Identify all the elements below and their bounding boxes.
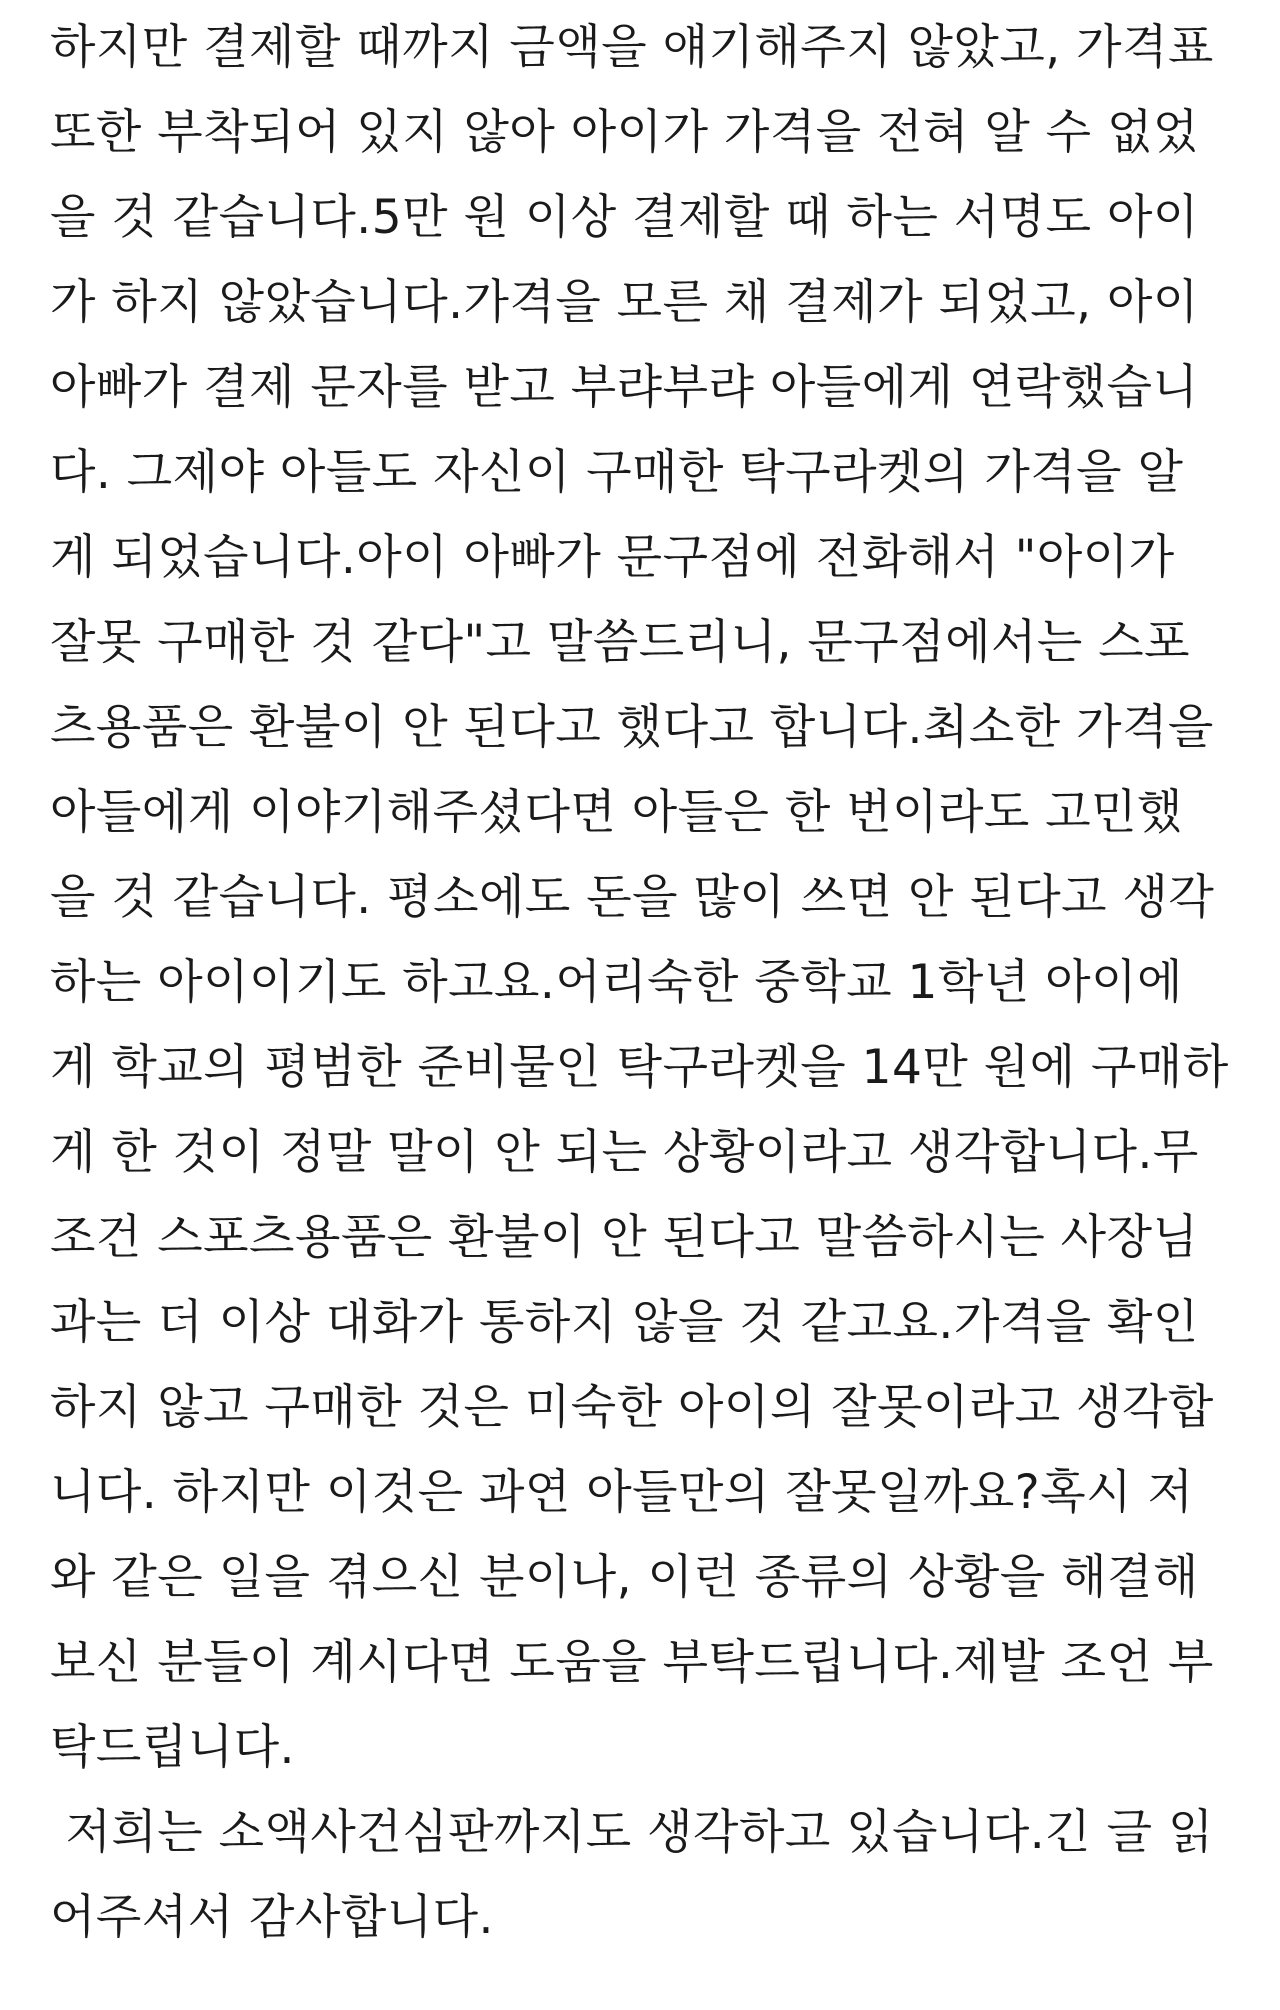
text-line: 하지 않고 구매한 것은 미숙한 아이의 잘못이라고 생각합 bbox=[50, 1380, 1214, 1435]
text-line: 을 것 같습니다.5만 원 이상 결제할 때 하는 서명도 아이 bbox=[50, 190, 1199, 245]
text-line: 저희는 소액사건심판까지도 생각하고 있습니다.긴 글 읽 bbox=[50, 1805, 1214, 1860]
text-line: 다. 그제야 아들도 자신이 구매한 탁구라켓의 가격을 알 bbox=[50, 445, 1184, 500]
text-line: 아빠가 결제 문자를 받고 부랴부랴 아들에게 연락했습니 bbox=[50, 360, 1199, 415]
text-line: 잘못 구매한 것 같다"고 말씀드리니, 문구점에서는 스포 bbox=[50, 615, 1191, 670]
text-line: 을 것 같습니다. 평소에도 돈을 많이 쓰면 안 된다고 생각 bbox=[50, 870, 1215, 925]
text-line: 보신 분들이 계시다면 도움을 부탁드립니다.제발 조언 부 bbox=[50, 1635, 1214, 1690]
text-line: 게 한 것이 정말 말이 안 되는 상황이라고 생각합니다.무 bbox=[50, 1125, 1199, 1180]
text-line: 아들에게 이야기해주셨다면 아들은 한 번이라도 고민했 bbox=[50, 785, 1183, 840]
text-line: 게 되었습니다.아이 아빠가 문구점에 전화해서 "아이가 bbox=[50, 530, 1175, 585]
text-line: 탁드립니다. bbox=[50, 1720, 295, 1775]
text-line: 하는 아이이기도 하고요.어리숙한 중학교 1학년 아이에 bbox=[50, 955, 1183, 1010]
text-line: 과는 더 이상 대화가 통하지 않을 것 같고요.가격을 확인 bbox=[50, 1295, 1199, 1350]
text-line: 가 하지 않았습니다.가격을 모른 채 결제가 되었고, 아이 bbox=[50, 275, 1199, 330]
text-line: 츠용품은 환불이 안 된다고 했다고 합니다.최소한 가격을 bbox=[50, 700, 1214, 755]
text-line: 어주셔서 감사합니다. bbox=[50, 1890, 494, 1945]
text-line: 조건 스포츠용품은 환불이 안 된다고 말씀하시는 사장님 bbox=[50, 1210, 1199, 1265]
text-line: 게 학교의 평범한 준비물인 탁구라켓을 14만 원에 구매하 bbox=[50, 1040, 1229, 1095]
text-line: 하지만 결제할 때까지 금액을 얘기해주지 않았고, 가격표 bbox=[50, 20, 1214, 75]
text-line: 와 같은 일을 겪으신 분이나, 이런 종류의 상황을 해결해 bbox=[50, 1550, 1199, 1605]
text-line: 또한 부착되어 있지 않아 아이가 가격을 전혀 알 수 없었 bbox=[50, 105, 1199, 160]
text-line: 니다. 하지만 이것은 과연 아들만의 잘못일까요?혹시 저 bbox=[50, 1465, 1194, 1520]
